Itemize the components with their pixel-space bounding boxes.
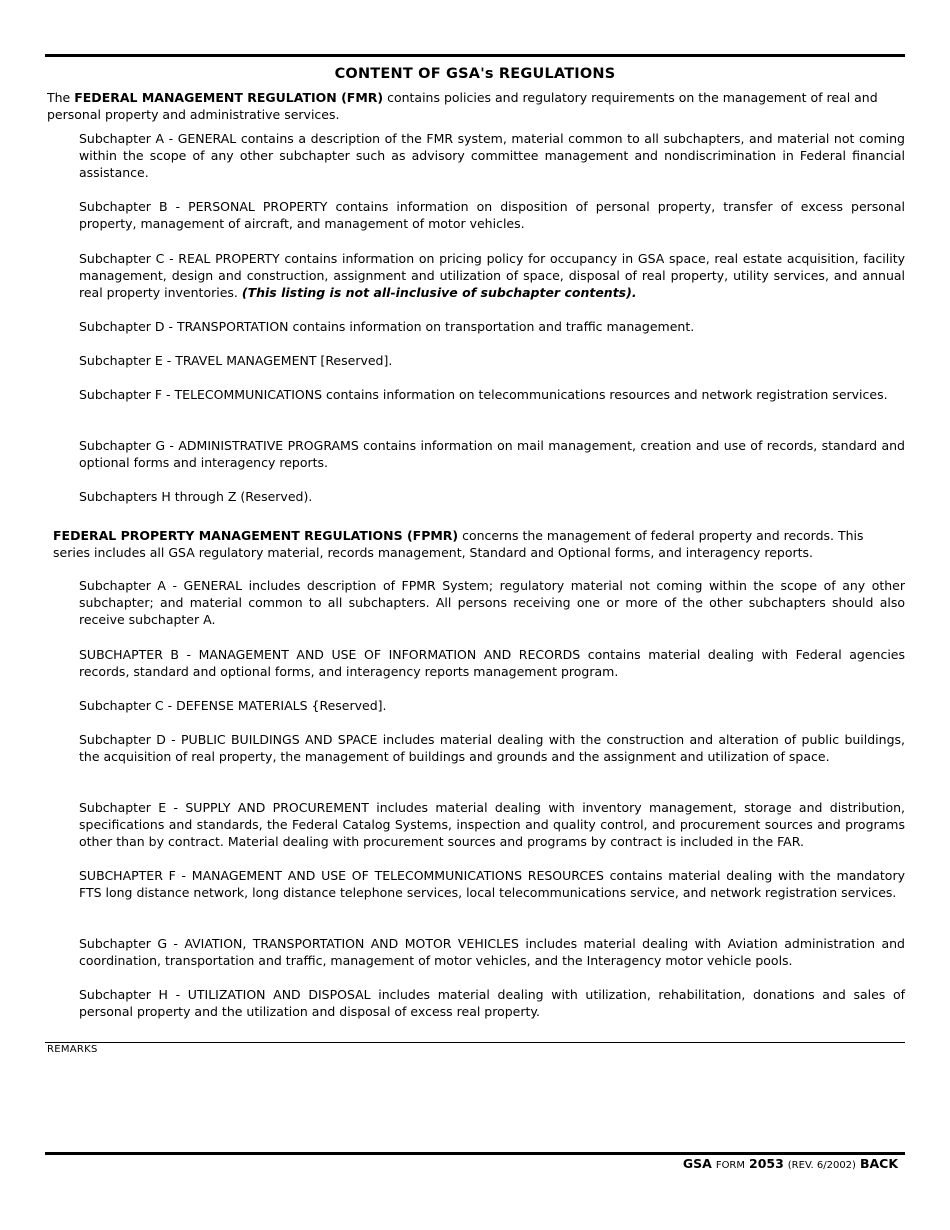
fmr-intro <box>47 89 905 123</box>
fmr-subchapter-g: Subchapter G - ADMINISTRATIVE PROGRAMS contains information on mail management, creation and use of records, standard and optional forms and interagency reports. <box>79 438 905 470</box>
fmr-subchapter-h: Subchapters H through Z (Reserved). <box>79 489 313 504</box>
fmr-intro-prefix: The <box>47 90 75 105</box>
remarks-rule <box>45 1042 905 1043</box>
footer-agency: GSA <box>682 1156 712 1171</box>
fpmr-subchapter-c: Subchapter C - DEFENSE MATERIALS {Reserved]. <box>79 698 387 713</box>
fpmr-intro <box>53 527 893 561</box>
bottom-rule <box>45 1152 905 1155</box>
fpmr-subchapter-a: Subchapter A - GENERAL includes description of FPMR System; regulatory material not coming within the scope of any other subchapter; and material common to all subchapters. All persons receiving one or more of the other subchapters should also receive subchapter A. <box>79 578 905 627</box>
fmr-subchapter-a: Subchapter A - GENERAL contains a description of the FMR system, material common to all subchapters, and material not coming within the scope of any other subchapter such as advisory committee management and nondiscrimination in Federal financial assistance. <box>79 131 905 180</box>
footer-revision: (REV. 6/2002) <box>787 1160 856 1171</box>
fpmr-intro-text: concerns the management of federal property and records. This series includes all GSA regulatory material, records management, Standard and Optional forms, and interagency reports. <box>53 528 864 560</box>
fpmr-subchapter-f: SUBCHAPTER F - MANAGEMENT AND USE OF TELECOMMUNICATIONS RESOURCES contains material dealing with the mandatory FTS long distance network, long distance telephone services, local telecommunications service, and network registration services. <box>79 868 905 900</box>
fmr-heading: FEDERAL MANAGEMENT REGULATION (FMR) <box>74 90 384 105</box>
fmr-subchapter-f: Subchapter F - TELECOMMUNICATIONS contains information on telecommunications resources and network registration services. <box>79 387 888 402</box>
fpmr-heading: FEDERAL PROPERTY MANAGEMENT REGULATIONS (FPMR) <box>53 528 459 543</box>
fpmr-subchapter-g: Subchapter G - AVIATION, TRANSPORTATION AND MOTOR VEHICLES includes material dealing with Aviation administration and coordination, transportation and traffic, management of motor vehicles, and the Interagency motor vehicle pools. <box>79 936 905 968</box>
fmr-intro-text: contains policies and regulatory requirements on the management of real and personal property and administrative services. <box>47 90 878 122</box>
fmr-subchapter-c-text: Subchapter C - REAL PROPERTY contains information on pricing policy for occupancy in GSA space, real estate acquisition, facility management, design and construction, assignment and utilization of space, disposal of real property, utility services, and annual real property inventories. <box>79 251 905 300</box>
fpmr-subchapter-e: Subchapter E - SUPPLY AND PROCUREMENT includes material dealing with inventory management, storage and distribution, specifications and standards, the Federal Catalog Systems, inspection and quality control, and procurement sources and programs other than by contract. Material dealing with procurement sources and programs by contract is included in the FAR. <box>79 800 905 849</box>
fpmr-subchapter-b: SUBCHAPTER B - MANAGEMENT AND USE OF INFORMATION AND RECORDS contains material dealing with Federal agencies records, standard and optional forms, and interagency reports management program. <box>79 647 905 679</box>
page-title: CONTENT OF GSA's REGULATIONS <box>334 66 616 82</box>
fpmr-subchapter-h: Subchapter H - UTILIZATION AND DISPOSAL includes material dealing with utilization, rehabilitation, donations and sales of personal property and the utilization and disposal of excess real property. <box>79 987 905 1019</box>
fmr-subchapter-b: Subchapter B - PERSONAL PROPERTY contains information on disposition of personal property, transfer of excess personal property, management of aircraft, and management of motor vehicles. <box>79 199 905 231</box>
top-rule <box>45 54 905 57</box>
fmr-subchapter-c-note: (This listing is not all-inclusive of subchapter contents). <box>241 285 637 300</box>
fmr-subchapter-c <box>79 250 905 301</box>
fpmr-subchapter-d: Subchapter D - PUBLIC BUILDINGS AND SPACE includes material dealing with the construction and alteration of public buildings, the acquisition of real property, the management of buildings and grounds and the assignment and utilization of space. <box>79 732 905 764</box>
fmr-subchapter-d: Subchapter D - TRANSPORTATION contains information on transportation and traffic management. <box>79 319 695 334</box>
footer-form-word: FORM <box>715 1160 746 1171</box>
footer-side: BACK <box>859 1156 898 1171</box>
fmr-subchapter-e: Subchapter E - TRAVEL MANAGEMENT [Reserved]. <box>79 353 393 368</box>
footer-form-number: 2053 <box>749 1156 784 1171</box>
form-footer <box>683 1156 898 1171</box>
remarks-label: REMARKS <box>47 1044 98 1055</box>
